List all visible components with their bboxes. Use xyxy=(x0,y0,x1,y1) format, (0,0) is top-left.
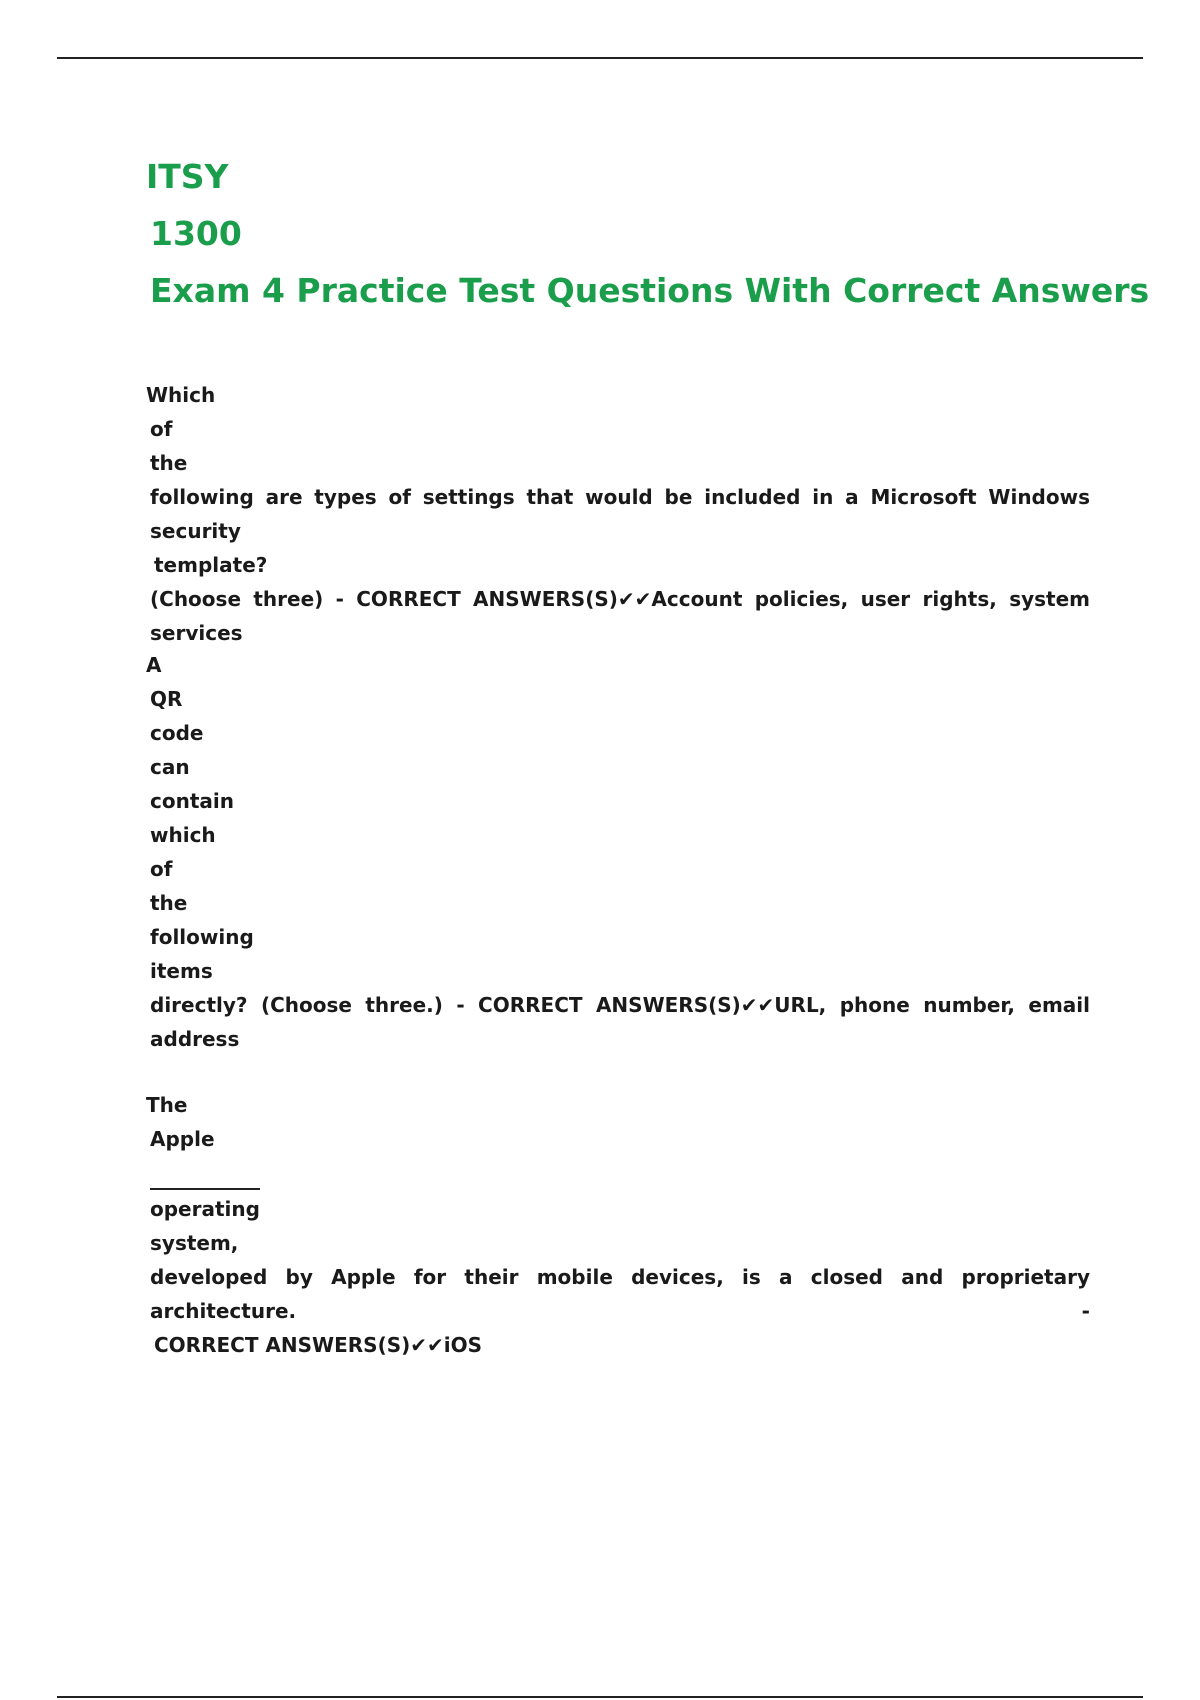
question-line: QR xyxy=(150,687,183,711)
question-line: the xyxy=(150,891,188,915)
title-line-course-number: 1300 xyxy=(150,214,242,253)
question-line: system, xyxy=(150,1231,239,1255)
question-line: operating xyxy=(150,1197,260,1221)
bottom-rule xyxy=(57,1696,1143,1698)
question-line: template? xyxy=(154,553,268,577)
question-line: developed by Apple for their mobile devices, is a closed and proprietary architecture. - xyxy=(150,1265,1090,1323)
title-line-course-code: ITSY xyxy=(146,157,229,196)
question-line: contain xyxy=(150,789,234,813)
question-line: of xyxy=(150,417,173,441)
question-line: The xyxy=(146,1093,188,1117)
answer-line: (Choose three) - CORRECT ANSWERS(S)✔✔Account policies, user rights, system services xyxy=(150,587,1090,645)
document-title xyxy=(146,148,1149,319)
question-line: Which xyxy=(146,383,216,407)
question-block-3 xyxy=(146,1088,1090,1362)
question-line: the xyxy=(150,451,188,475)
question-line: following are types of settings that would be included in a Microsoft Windows security xyxy=(150,485,1090,543)
question-block-2 xyxy=(146,648,1090,1056)
question-line: Apple xyxy=(150,1127,215,1151)
answer-line: directly? (Choose three.) - CORRECT ANSWERS(S)✔✔URL, phone number, email address xyxy=(150,993,1090,1051)
question-line: following xyxy=(150,925,254,949)
question-line: items xyxy=(150,959,213,983)
question-line: code xyxy=(150,721,204,745)
question-line: can xyxy=(150,755,190,779)
fill-in-blank-line xyxy=(150,1156,260,1190)
title-line-subtitle: Exam 4 Practice Test Questions With Correct Answers xyxy=(150,271,1150,310)
question-line: A xyxy=(146,653,162,677)
top-rule xyxy=(57,57,1143,59)
question-line: of xyxy=(150,857,173,881)
answer-line: CORRECT ANSWERS(S)✔✔iOS xyxy=(154,1333,483,1357)
question-block-1 xyxy=(146,378,1090,650)
question-line: which xyxy=(150,823,216,847)
